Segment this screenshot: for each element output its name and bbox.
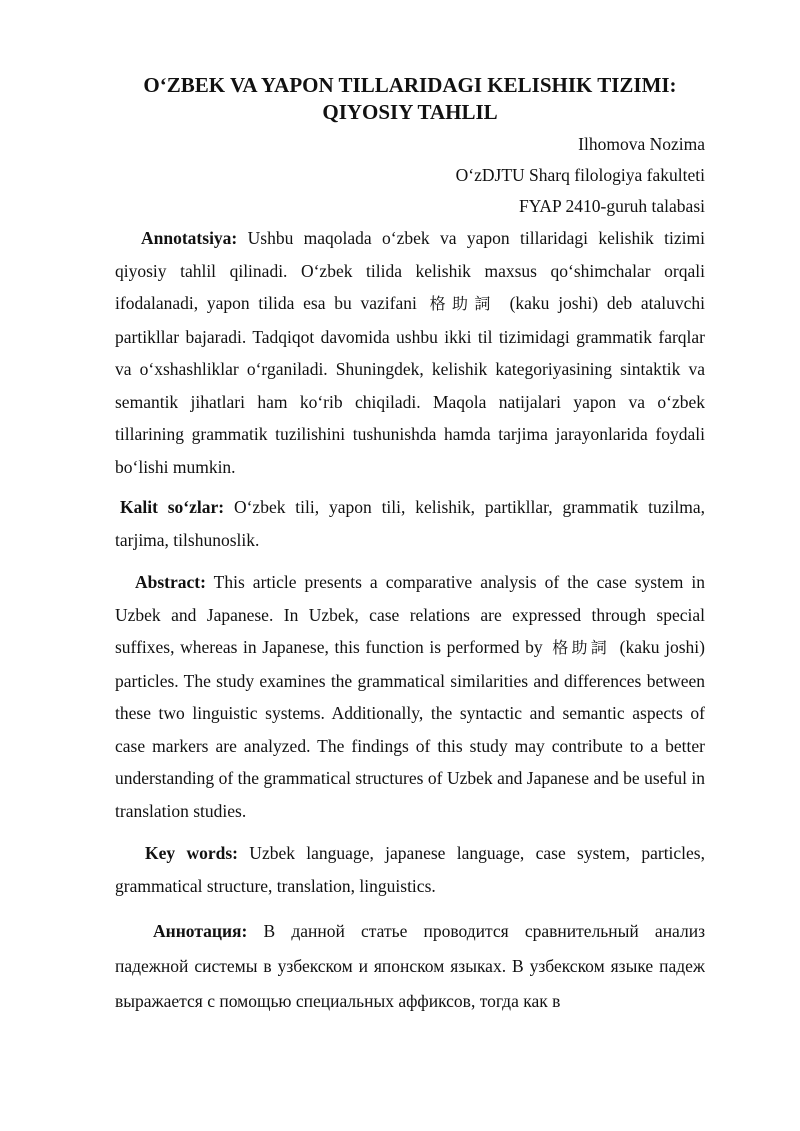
keywords-en	[115, 837, 705, 902]
annotation-uz-text-before: Ushbu maqolada o‘zbek va yapon tillaridagi kelishik tizimi qiyosiy tahlil qilinadi. O‘zbek tilida kelishik maxsus qo‘shimchalar orqali ifodalanadi, yapon tilida esa bu vazifani	[115, 228, 705, 313]
annotation-ru	[115, 914, 705, 1019]
author-block	[115, 129, 705, 222]
annotation-uz	[115, 222, 705, 483]
document-page	[115, 72, 705, 1019]
abstract-en-text-after: (kaku joshi) particles. The study examines the grammatical similarities and differences between these two linguistic systems. Additionally, the syntactic and semantic aspects of case markers are analyzed. The findings of this study may contribute to a better understanding of the grammatical structures of Uzbek and Japanese and be useful in translation studies.	[115, 637, 705, 821]
keywords-uz-label: Kalit so‘zlar:	[120, 497, 225, 517]
annotation-uz-kanji: 格助詞	[429, 294, 497, 313]
abstract-en-kanji: 格助詞	[552, 638, 611, 657]
keywords-uz	[115, 491, 705, 556]
annotation-uz-label: Annotatsiya:	[141, 228, 238, 248]
abstract-en-label: Abstract:	[135, 572, 206, 592]
article-title	[115, 72, 705, 126]
annotation-ru-label: Аннотация:	[153, 921, 248, 941]
title-line-2: QIYOSIY TAHLIL	[322, 100, 498, 124]
abstract-en	[115, 566, 705, 827]
author-affiliation: O‘zDJTU Sharq filologiya fakulteti	[455, 165, 705, 185]
abstract-en-text-before: This article presents a comparative analysis of the case system in Uzbek and Japanese. In Uzbek, case relations are expressed through special suffixes, whereas in Japanese, this function is performed by	[115, 572, 705, 657]
author-group: FYAP 2410-guruh talabasi	[518, 196, 705, 216]
author-name: Ilhomova Nozima	[578, 134, 705, 154]
keywords-en-text: Uzbek language, japanese language, case system, particles, grammatical structure, translation, linguistics.	[115, 843, 705, 896]
keywords-en-label: Key words:	[145, 843, 238, 863]
annotation-ru-text: В данной статье проводится сравнительный анализ падежной системы в узбекском и японском языках. В узбекском языке падеж выражается с помощью специальных аффиксов, тогда как в	[115, 921, 705, 1011]
title-line-1: O‘ZBEK VA YAPON TILLARIDAGI KELISHIK TIZIMI:	[143, 73, 677, 97]
annotation-uz-text-after: (kaku joshi) deb ataluvchi partikllar bajaradi. Tadqiqot davomida ushbu ikki til tizimidagi grammatik farqlar va o‘xshashliklar o‘rganiladi. Shuningdek, kelishik kategoriyasining sintaktik va semantik jihatlari ham ko‘rib chiqiladi. Maqola natijalari yapon va o‘zbek tillarining grammatik tuzilishini tushunishda hamda tarjima jarayonlarida foydali bo‘lishi mumkin.	[115, 293, 705, 477]
keywords-uz-text: O‘zbek tili, yapon tili, kelishik, partikllar, grammatik tuzilma, tarjima, tilshunoslik.	[115, 497, 706, 550]
